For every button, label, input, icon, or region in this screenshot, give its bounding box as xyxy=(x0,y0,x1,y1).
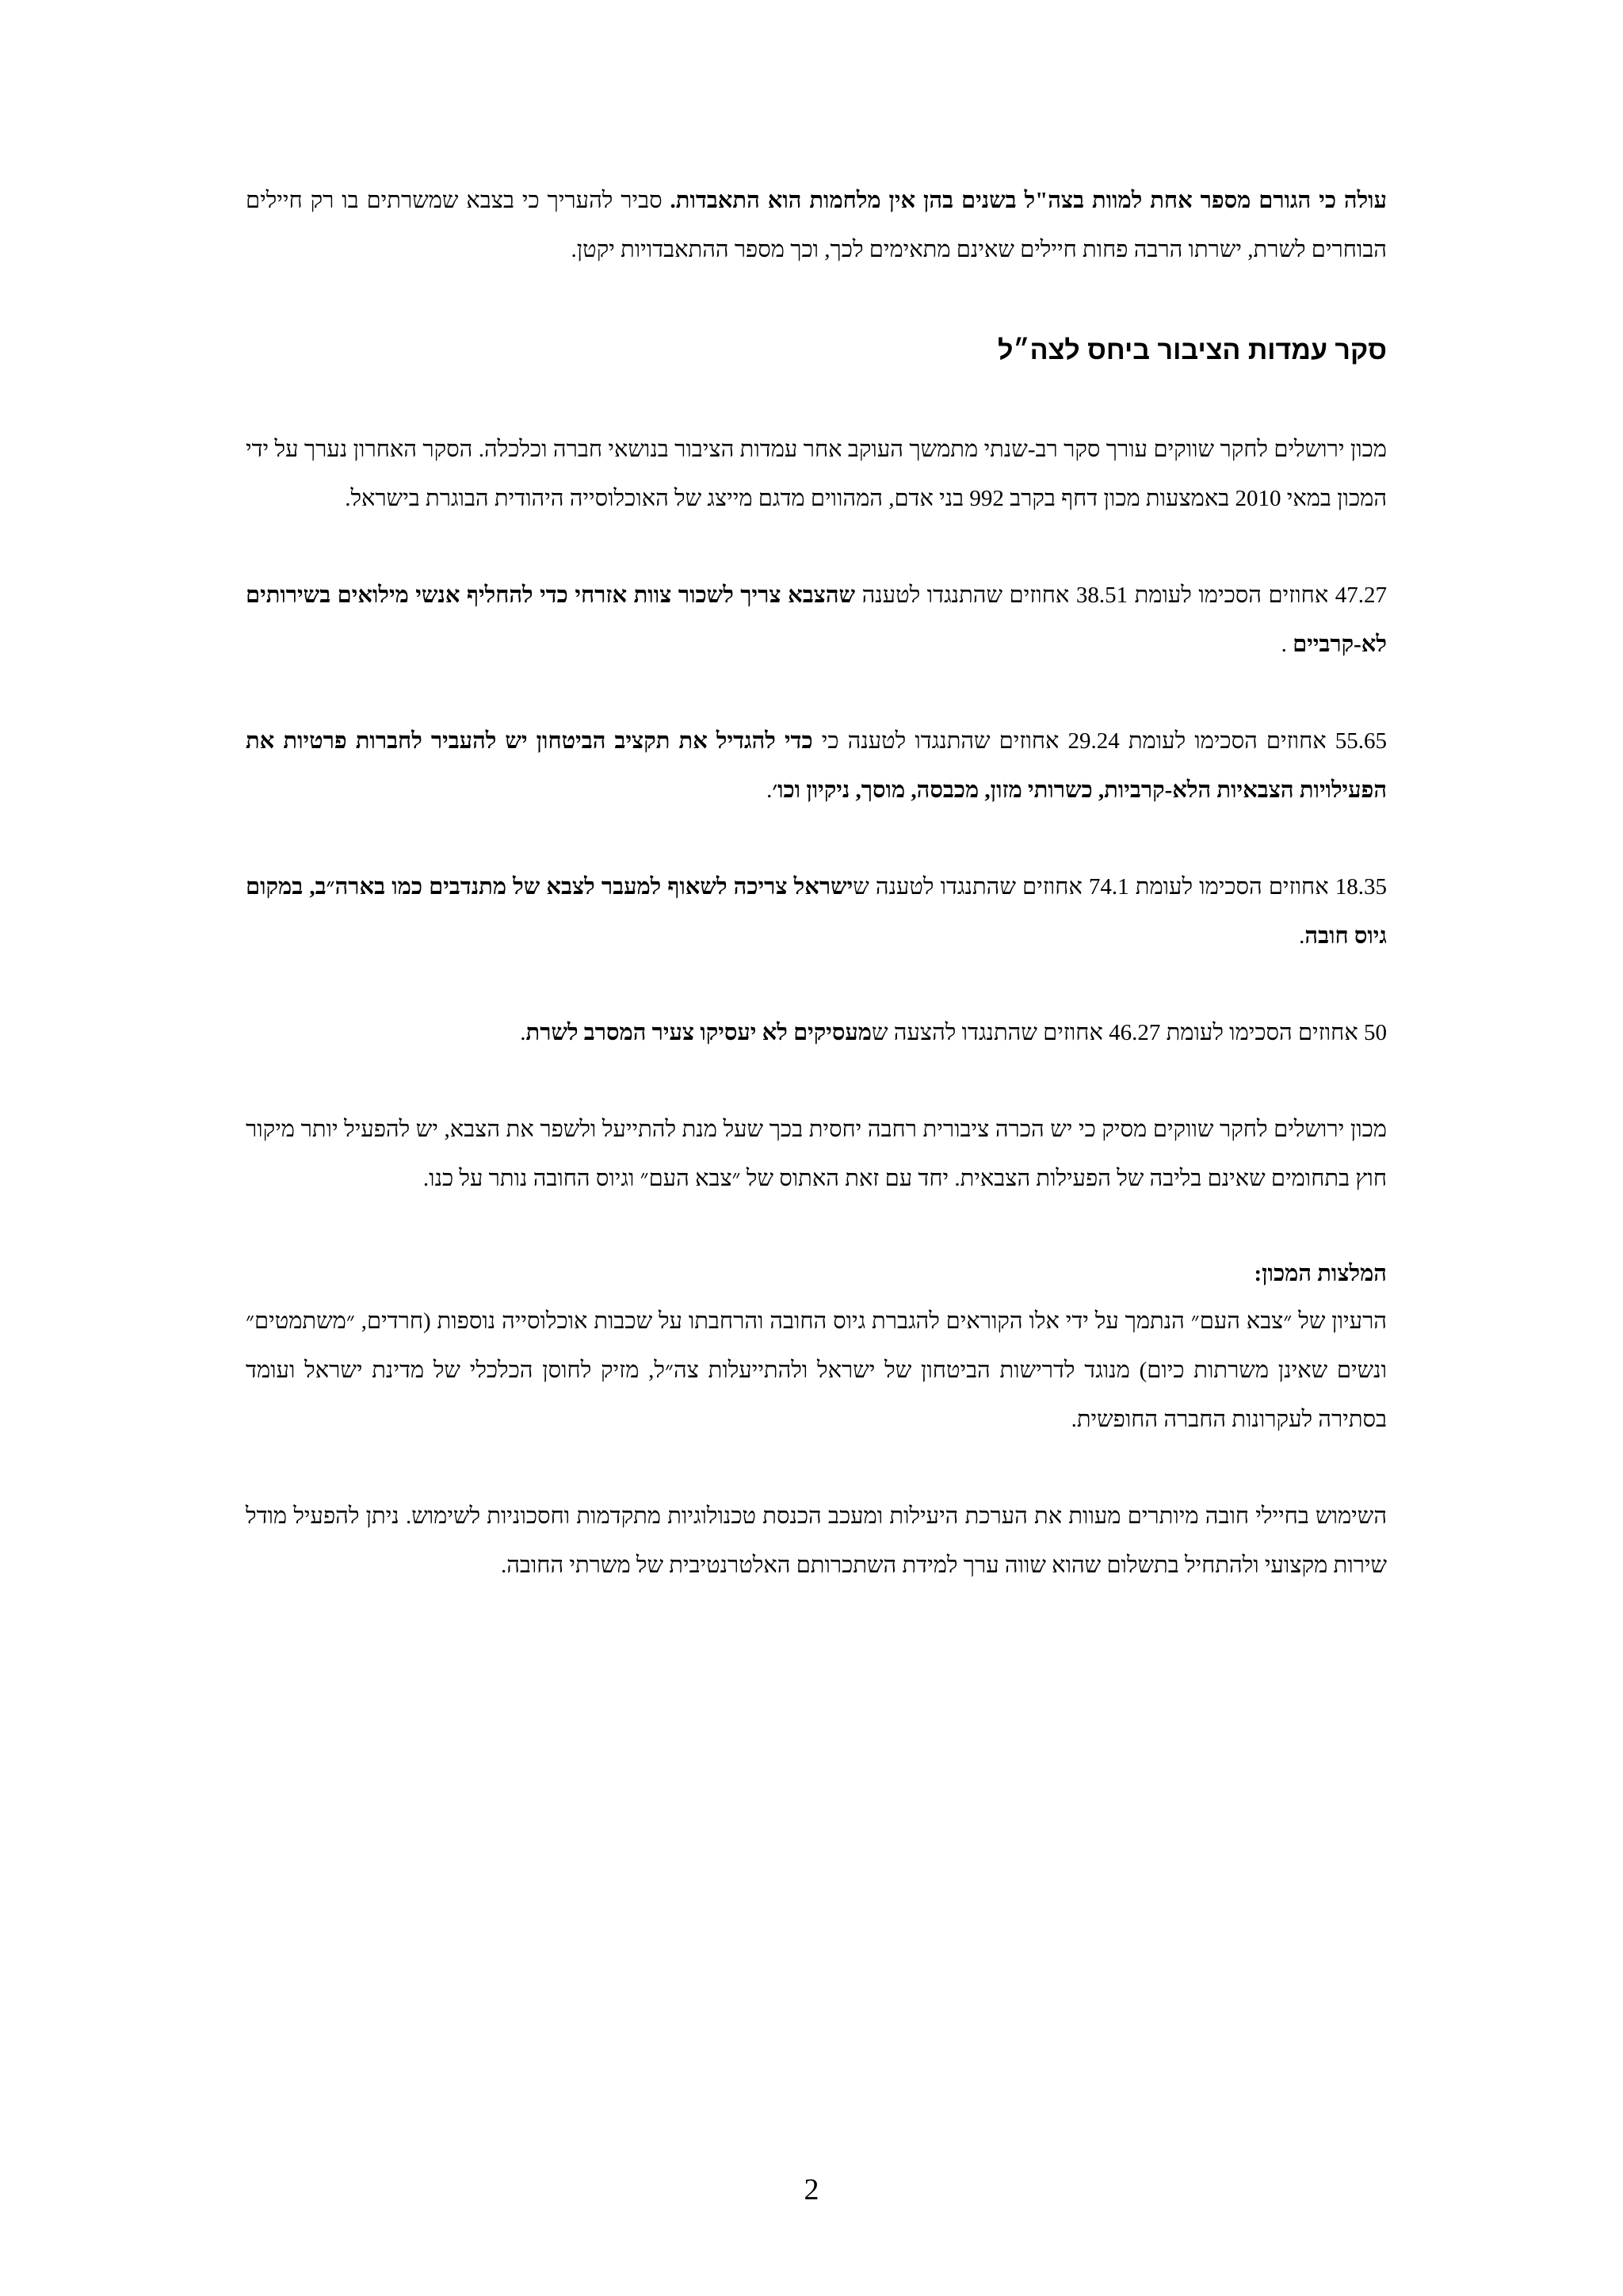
recommendations-title: המלצות המכון: xyxy=(1254,1261,1387,1286)
paragraph-text: 47.27 אחוזים הסכימו לעומת 38.51 אחוזים שהתנגדו לטענה xyxy=(855,583,1387,608)
section-heading: סקר עמדות הציבור ביחס לצה״ל xyxy=(997,335,1387,365)
paragraph-text: 18.35 אחוזים הסכימו לעומת 74.1 אחוזים שהתנגדו לטענה ש xyxy=(853,874,1387,900)
paragraph-conclusion: מכון ירושלים לחקר שווקים מסיק כי יש הכרה ציבורית רחבה יחסית בכך שעל מנת להתייעל ולשפר את הצבא, יש להפעיל יותר מיקור חוץ בתחומים שאינם בליבה של הפעילות הצבאית. יחד עם זאת האתוס של ״צבא העם״ וגיוס החובה נותר על כנו. xyxy=(246,1117,1387,1191)
paragraph-end: . xyxy=(1281,632,1293,657)
paragraph-stat-outsourcing xyxy=(246,716,1387,815)
document-body xyxy=(246,176,1387,1590)
paragraph-recommendation-professional: השימוש בחיילי חובה מיותרים מעוות את הערכת היעילות ומעכב הכנסת טכנולוגיות מתקדמות וחסכוניות לשימוש. ניתן להפעיל מודל שירות מקצועי ולהתחיל בתשלום שהוא שווה ערך למידת השתכרותם האלטרנטיבית של משרתי החובה. xyxy=(246,1503,1387,1578)
paragraph-recommendation-people-army: הרעיון של ״צבא העם״ הנתמך על ידי אלו הקוראים להגברת גיוס החובה והרחבתו על שכבות אוכלוסייה נוספות (חרדים, ״משתמטים״ ונשים שאינן משרתות כיום) מנוגד לדרישות הביטחון של ישראל ולהתייעלות צה״ל, מזיק לחוסן הכלכלי של מדינת ישראל ועומד בסתירה לעקרונות החברה החופשית. xyxy=(246,1308,1387,1432)
paragraph-bold-text: כדי להגדיל את תקציב הביטחון יש להעביר לחברות פרטיות את הפעילויות הצבאיות הלא-קרביות, כשרותי מזון, מכבסה, מוסך, ניקיון וכו׳ xyxy=(246,728,1387,803)
page-number: 2 xyxy=(804,2173,819,2206)
paragraph-bold-text: שהצבא צריך לשכור צוות אזרחי כדי להחליף אנשי מילואים בשירותים לא-קרביים xyxy=(246,583,1387,657)
paragraph-end: . xyxy=(520,1020,526,1045)
paragraph-stat-employers xyxy=(246,1008,1387,1057)
paragraph-bold-text: מעסיקים לא יעסיקו צעיר המסרב לשרת xyxy=(525,1020,873,1045)
paragraph-bold-text: עולה כי הגורם מספר אחת למוות בצה"ל בשנים בהן אין מלחמות הוא התאבדות. xyxy=(670,188,1387,213)
paragraph-text: 50 אחוזים הסכימו לעומת 46.27 אחוזים שהתנגדו להצעה ש xyxy=(872,1020,1387,1045)
paragraph-end: . xyxy=(1299,923,1305,949)
paragraph-end: . xyxy=(766,777,773,803)
paragraph-stat-civilian-staff xyxy=(246,571,1387,669)
paragraph-survey-intro: מכון ירושלים לחקר שווקים עורך סקר רב-שנתי מתמשך העוקב אחר עמדות הציבור בנושאי חברה וכלכלה. הסקר האחרון נערך על ידי המכון במאי 2010 באמצעות מכון דחף בקרב 992 בני אדם, המהווים מדגם מייצג של האוכלוסייה היהודית הבוגרת בישראל. xyxy=(246,437,1387,511)
paragraph-stat-volunteer-army xyxy=(246,862,1387,961)
paragraph-bold-text: ישראל צריכה לשאוף למעבר לצבא של מתנדבים כמו בארה״ב, במקום גיוס חובה xyxy=(246,874,1387,949)
paragraph-text: 55.65 אחוזים הסכימו לעומת 29.24 אחוזים שהתנגדו לטענה כי xyxy=(812,728,1387,754)
paragraph-suicide xyxy=(246,176,1387,274)
paragraph-text: סביר להעריך כי בצבא שמשרתים בו רק חיילים הבוחרים לשרת, ישרתו הרבה פחות חיילים שאינם מתאימים לכך, וכך מספר ההתאבדויות יקטן. xyxy=(246,188,1387,262)
